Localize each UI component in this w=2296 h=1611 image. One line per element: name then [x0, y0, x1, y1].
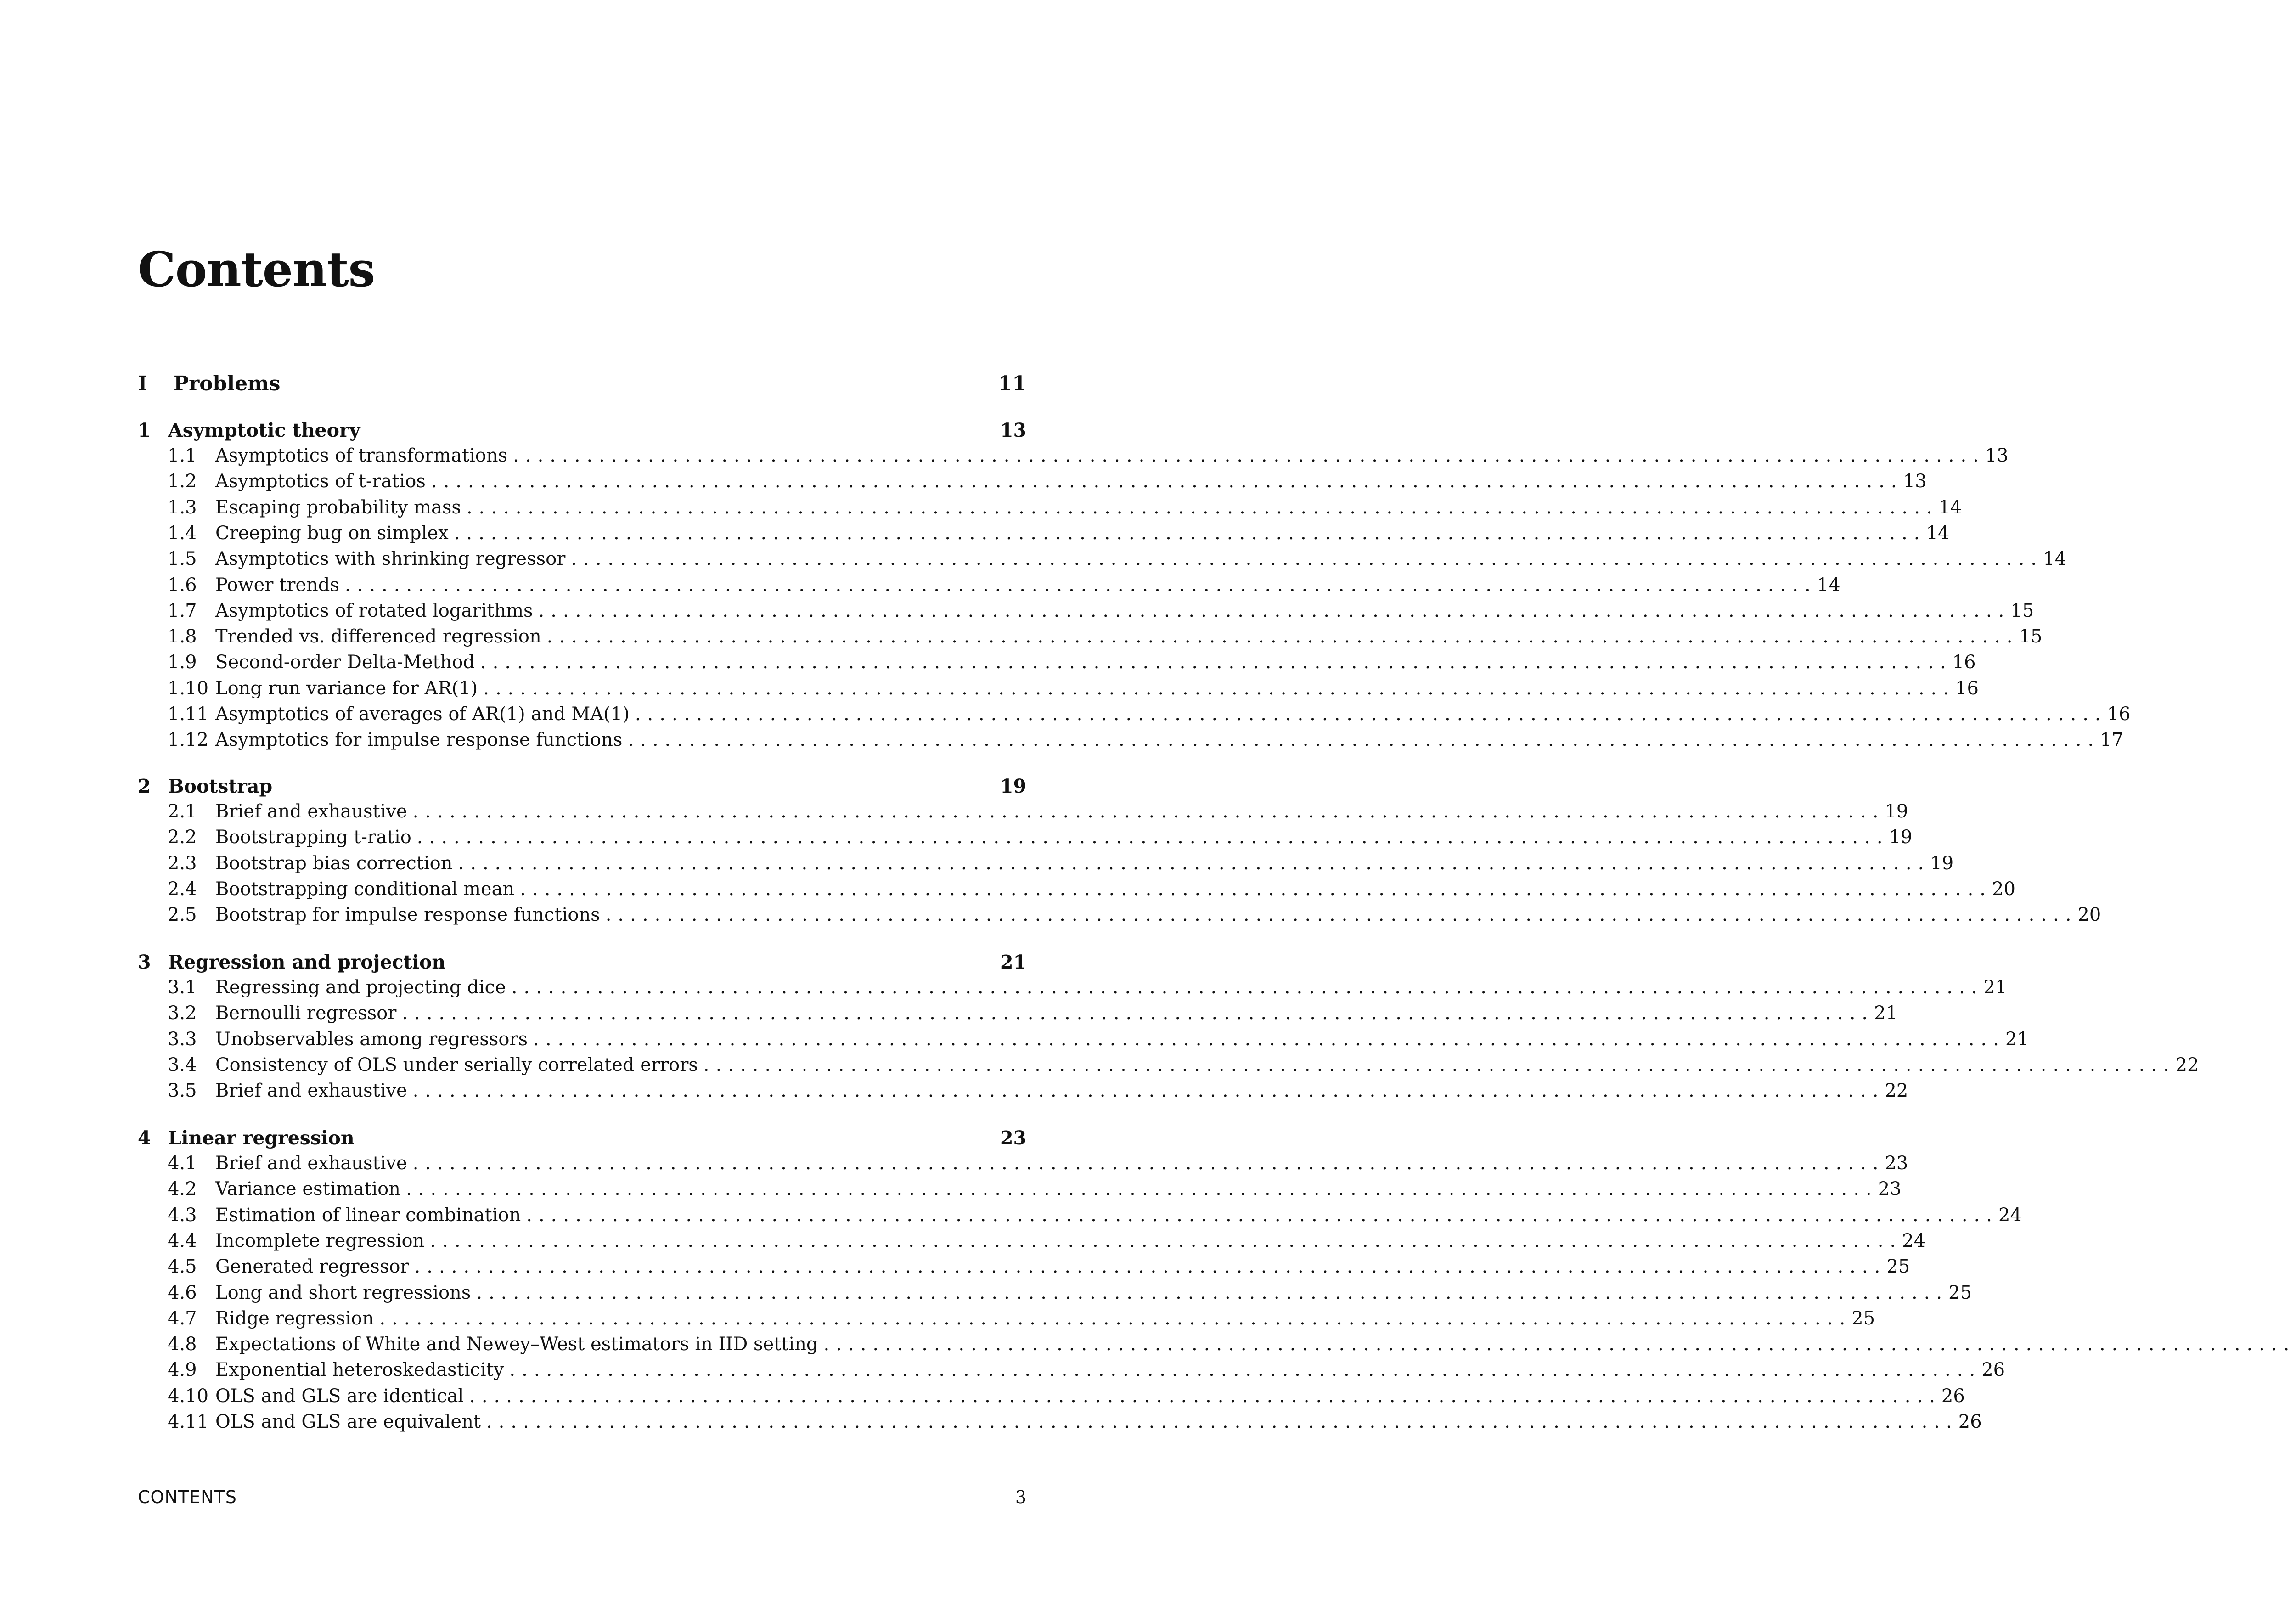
section-number: 1.8: [168, 626, 197, 648]
section-page: 13: [1985, 445, 2009, 466]
section-page: 26: [1958, 1411, 1982, 1432]
leader-dots: ........................................................................................................................: [635, 704, 2107, 725]
toc-section[interactable]: [168, 522, 1950, 548]
section-page: 21: [2005, 1028, 2029, 1050]
toc-section[interactable]: [168, 1282, 1972, 1308]
leader-dots: ........................................................................................................................: [546, 626, 2019, 648]
section-number: 3.3: [168, 1028, 197, 1050]
leader-dots: ........................................................................................................................: [412, 1080, 1885, 1102]
leader-dots: ........................................................................................................................: [703, 1054, 2176, 1076]
section-page: 22: [1885, 1080, 1908, 1102]
leader-dots: ........................................................................................................................: [416, 827, 1889, 848]
toc-section[interactable]: [168, 1230, 1926, 1256]
section-page: 20: [2077, 904, 2101, 926]
section-number: 1.10: [168, 677, 209, 699]
toc-part[interactable]: [138, 372, 1026, 401]
section-number: 1.3: [168, 496, 197, 518]
toc-section[interactable]: [168, 677, 1979, 704]
section-number: 4.5: [168, 1256, 197, 1278]
section-page: 14: [2043, 548, 2067, 570]
chapter-number: 2: [138, 775, 151, 797]
toc-chapter[interactable]: [138, 775, 1026, 802]
leader-dots: ........................................................................................................................: [533, 1028, 2005, 1050]
section-number: 1.5: [168, 548, 197, 570]
toc-section[interactable]: [168, 704, 2131, 729]
page-footer: [138, 1487, 1026, 1510]
section-number: 4.7: [168, 1307, 197, 1329]
section-number: 4.3: [168, 1204, 197, 1226]
toc-section[interactable]: [168, 904, 2101, 930]
section-number: 4.6: [168, 1282, 197, 1303]
section-page: 21: [1983, 977, 2007, 998]
section-title: Asymptotics of rotated logarithms: [215, 600, 539, 621]
section-title: Long and short regressions: [215, 1282, 476, 1303]
section-number: 3.5: [168, 1080, 197, 1102]
toc-section[interactable]: [168, 729, 2124, 755]
toc-section[interactable]: [168, 1334, 2296, 1359]
toc-chapter[interactable]: [138, 951, 1026, 978]
toc-section[interactable]: [168, 1080, 1908, 1106]
section-number: 1.6: [168, 574, 197, 596]
section-title: Second-order Delta-Method: [215, 652, 480, 673]
section-title: Asymptotics of t-ratios: [215, 471, 431, 492]
toc-section[interactable]: [168, 445, 2009, 471]
leader-dots: ........................................................................................................................: [483, 677, 1956, 699]
section-number: 4.4: [168, 1230, 197, 1251]
toc-section[interactable]: [168, 852, 1954, 879]
toc-section[interactable]: [168, 1028, 2029, 1054]
section-number: 2.5: [168, 904, 197, 926]
leader-dots: ........................................................................................................................: [412, 1153, 1885, 1174]
toc-section[interactable]: [168, 496, 1962, 523]
section-title: Bernoulli regressor: [215, 1003, 402, 1024]
section-page: 20: [1992, 878, 2015, 900]
part-page: 11: [998, 372, 1026, 395]
section-number: 2.4: [168, 878, 197, 900]
section-number: 4.2: [168, 1178, 197, 1200]
section-page: 22: [2175, 1054, 2199, 1076]
section-page: 15: [2010, 600, 2034, 621]
leader-dots: ........................................................................................................................: [412, 801, 1885, 822]
section-title: Exponential heteroskedasticity: [215, 1359, 509, 1380]
section-title: Ridge regression: [215, 1308, 379, 1329]
section-page: 25: [1948, 1282, 1972, 1303]
section-title: Trended vs. differenced regression: [215, 626, 547, 647]
chapter-title: Regression and projection: [168, 951, 446, 973]
section-number: 4.1: [168, 1153, 197, 1174]
leader-dots: ........................................................................................................................: [520, 878, 1992, 900]
section-title: Regressing and projecting dice: [215, 977, 512, 998]
section-title: Asymptotics with shrinking regressor: [215, 548, 571, 569]
toc-section[interactable]: [168, 977, 2007, 1003]
toc-section[interactable]: [168, 1054, 2199, 1080]
section-number: 1.1: [168, 445, 197, 466]
section-title: Bootstrapping t-ratio: [215, 827, 417, 848]
section-number: 1.4: [168, 522, 197, 544]
leader-dots: ........................................................................................................................: [480, 652, 1953, 673]
leader-dots: ........................................................................................................................: [628, 729, 2100, 751]
footer-running-head: CONTENTS: [138, 1487, 237, 1507]
toc-section[interactable]: [168, 1153, 1908, 1178]
toc-section[interactable]: [168, 1385, 1965, 1411]
chapter-page: 23: [1000, 1127, 1026, 1149]
section-title: Bootstrap for impulse response functions: [215, 904, 606, 925]
section-number: 1.9: [168, 652, 197, 673]
section-title: Expectations of White and Newey–West estimators in IID setting: [215, 1334, 824, 1355]
section-page: 16: [1955, 677, 1979, 699]
toc-chapter[interactable]: [138, 1127, 1026, 1154]
page-title: Contents: [138, 241, 375, 298]
toc-section[interactable]: [168, 1359, 2005, 1385]
toc-section[interactable]: [168, 1204, 2022, 1230]
section-page: 13: [1903, 471, 1927, 492]
section-title: Escaping probability mass: [215, 497, 467, 518]
section-number: 1.7: [168, 600, 197, 621]
section-page: 25: [1886, 1256, 1910, 1278]
leader-dots: ........................................................................................................................: [405, 1178, 1878, 1200]
leader-dots: ........................................................................................................................: [513, 445, 1985, 466]
section-page: 24: [1902, 1230, 1926, 1251]
section-title: Unobservables among regressors: [215, 1029, 533, 1050]
toc-section[interactable]: [168, 878, 2015, 904]
section-page: 14: [1926, 522, 1950, 544]
toc-section[interactable]: [168, 1307, 1875, 1334]
leader-dots: ........................................................................................................................: [458, 852, 1930, 874]
section-number: 4.11: [168, 1411, 209, 1432]
leader-dots: ........................................................................................................................: [605, 904, 2078, 926]
section-title: Brief and exhaustive: [215, 1153, 413, 1174]
leader-dots: ........................................................................................................................: [430, 1230, 1902, 1251]
section-page: 23: [1878, 1178, 1902, 1200]
section-page: 17: [2100, 729, 2124, 751]
section-number: 1.11: [168, 704, 209, 725]
section-number: 2.1: [168, 801, 197, 822]
section-title: Asymptotics of transformations: [215, 445, 513, 466]
section-page: 14: [1817, 574, 1840, 596]
section-number: 2.3: [168, 852, 197, 874]
footer-page-number: 3: [1015, 1487, 1026, 1507]
toc-section[interactable]: [168, 1256, 1910, 1282]
toc-section[interactable]: [168, 600, 2034, 626]
leader-dots: ........................................................................................................................: [414, 1256, 1887, 1278]
section-title: Consistency of OLS under serially correlated errors: [215, 1054, 703, 1076]
section-title: Generated regressor: [215, 1256, 415, 1277]
section-number: 3.1: [168, 977, 197, 998]
section-page: 24: [1998, 1204, 2022, 1226]
chapter-number: 4: [138, 1127, 151, 1149]
leader-dots: ........................................................................................................................: [469, 1385, 1941, 1407]
chapter-number: 3: [138, 951, 151, 973]
section-title: Power trends: [215, 575, 345, 596]
chapter-number: 1: [138, 419, 151, 441]
chapter-page: 19: [1000, 775, 1026, 797]
toc-chapter[interactable]: [138, 419, 1026, 446]
toc-section[interactable]: [168, 574, 1840, 600]
leader-dots: ........................................................................................................................: [511, 977, 1984, 998]
toc-section[interactable]: [168, 652, 1976, 677]
leader-dots: ........................................................................................................................: [538, 600, 2011, 621]
section-page: 23: [1885, 1153, 1908, 1174]
section-page: 25: [1851, 1307, 1875, 1329]
section-page: 26: [1981, 1359, 2005, 1381]
chapter-page: 21: [1000, 951, 1026, 973]
chapter-title: Bootstrap: [168, 775, 273, 797]
section-title: OLS and GLS are identical: [215, 1386, 469, 1407]
part-number: I: [138, 372, 147, 395]
leader-dots: ........................................................................................................................: [454, 522, 1926, 544]
toc-section[interactable]: [168, 1411, 1982, 1437]
leader-dots: ........................................................................................................................: [509, 1359, 1982, 1381]
section-page: 21: [1874, 1003, 1898, 1024]
section-number: 1.12: [168, 729, 209, 751]
section-title: Bootstrapping conditional mean: [215, 879, 520, 900]
chapter-title: Asymptotic theory: [168, 419, 360, 441]
section-title: Asymptotics of averages of AR(1) and MA(1): [215, 704, 635, 725]
leader-dots: ........................................................................................................................: [486, 1411, 1958, 1432]
leader-dots: ........................................................................................................................: [344, 574, 1817, 596]
section-title: Bootstrap bias correction: [215, 853, 458, 874]
leader-dots: ........................................................................................................................: [571, 548, 2043, 570]
leader-dots: ........................................................................................................................: [823, 1334, 2296, 1355]
section-page: 16: [2107, 704, 2131, 725]
section-number: 3.2: [168, 1003, 197, 1024]
section-title: Variance estimation: [215, 1178, 406, 1200]
section-title: Long run variance for AR(1): [215, 678, 483, 699]
section-page: 19: [1889, 827, 1913, 848]
toc-section[interactable]: [168, 1003, 1898, 1028]
leader-dots: ........................................................................................................................: [402, 1003, 1874, 1024]
toc-section[interactable]: [168, 548, 2067, 574]
section-page: 19: [1930, 852, 1954, 874]
leader-dots: ........................................................................................................................: [526, 1204, 1999, 1226]
chapter-page: 13: [1000, 419, 1026, 441]
toc-section[interactable]: [168, 1178, 1902, 1204]
toc-section[interactable]: [168, 801, 1908, 827]
section-title: Asymptotics for impulse response functions: [215, 729, 628, 750]
leader-dots: ........................................................................................................................: [431, 471, 1903, 492]
section-number: 3.4: [168, 1054, 197, 1076]
section-number: 1.2: [168, 471, 197, 492]
section-number: 4.10: [168, 1385, 209, 1407]
section-title: Incomplete regression: [215, 1230, 430, 1251]
leader-dots: ........................................................................................................................: [466, 496, 1939, 518]
section-title: OLS and GLS are equivalent: [215, 1411, 486, 1432]
leader-dots: ........................................................................................................................: [476, 1282, 1949, 1303]
toc-section[interactable]: [168, 827, 1913, 852]
section-title: Estimation of linear combination: [215, 1205, 526, 1226]
section-title: Brief and exhaustive: [215, 801, 413, 822]
section-page: 14: [1938, 496, 1962, 518]
section-title: Brief and exhaustive: [215, 1080, 413, 1101]
toc-section[interactable]: [168, 471, 1927, 496]
toc-section[interactable]: [168, 626, 2043, 652]
section-page: 19: [1885, 801, 1908, 822]
section-page: 15: [2019, 626, 2043, 648]
part-title: Problems: [174, 372, 281, 395]
section-title: Creeping bug on simplex: [215, 523, 454, 544]
section-number: 4.8: [168, 1334, 197, 1355]
section-page: 26: [1941, 1385, 1965, 1407]
leader-dots: ........................................................................................................................: [379, 1307, 1852, 1329]
chapter-title: Linear regression: [168, 1127, 355, 1149]
section-page: 16: [1952, 652, 1976, 673]
section-number: 2.2: [168, 827, 197, 848]
section-number: 4.9: [168, 1359, 197, 1381]
